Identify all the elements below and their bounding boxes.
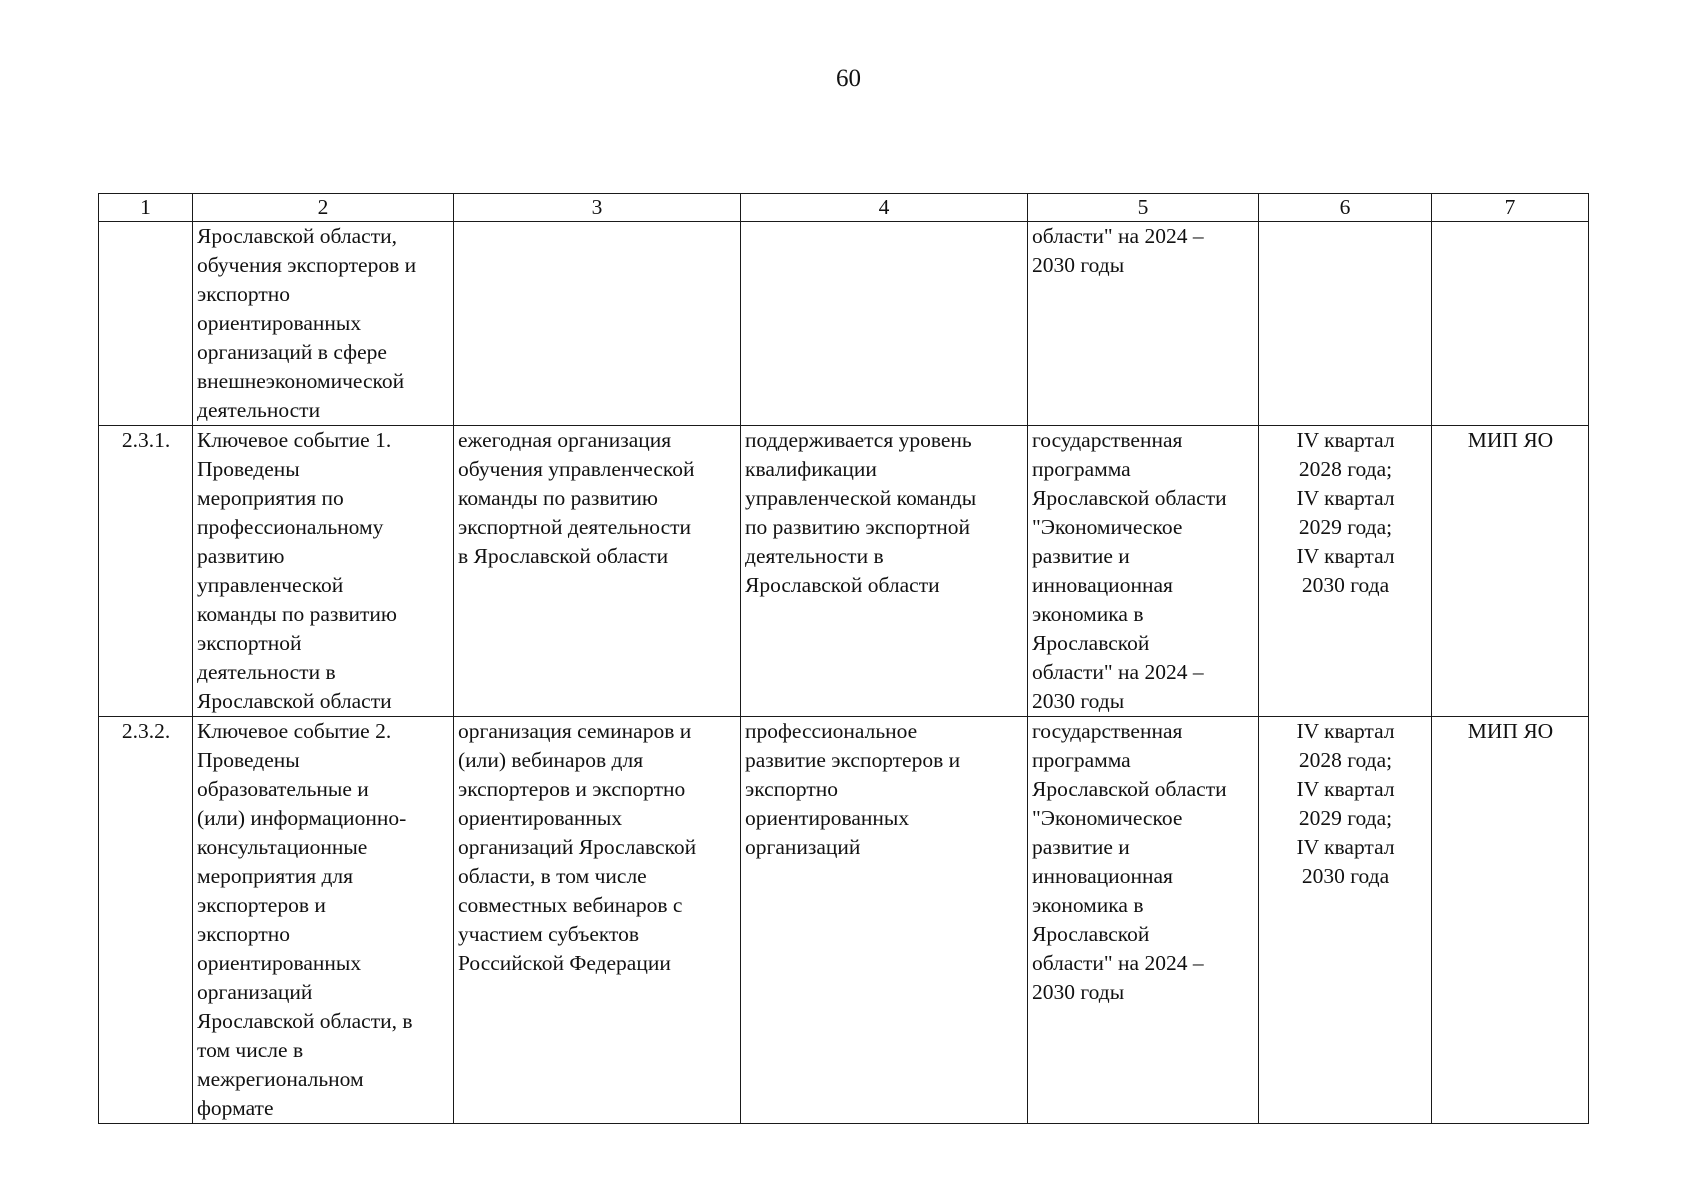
cell-line: Ярославской области, bbox=[197, 224, 397, 248]
cell-line: организаций bbox=[197, 980, 313, 1004]
cell-line: Ярославской bbox=[1032, 631, 1150, 655]
cell-deadline bbox=[1259, 426, 1432, 717]
cell-line: Российской Федерации bbox=[458, 951, 671, 975]
cell-line: области" на 2024 – bbox=[1032, 660, 1204, 684]
cell-line: IV квартал bbox=[1296, 777, 1395, 801]
cell-line: участием субъектов bbox=[458, 922, 640, 946]
cell-line: экономика в bbox=[1032, 893, 1144, 917]
table-row bbox=[99, 222, 1589, 426]
cell-line: 2029 года; bbox=[1298, 806, 1393, 830]
cell-line: организация семинаров и bbox=[458, 719, 692, 743]
cell-line: образовательные и bbox=[197, 777, 369, 801]
cell-line: развитию bbox=[197, 544, 285, 568]
cell-line: квалификации bbox=[745, 457, 877, 481]
cell-line: мероприятия для bbox=[197, 864, 354, 888]
cell-number bbox=[99, 222, 193, 426]
cell-line: области" на 2024 – bbox=[1032, 951, 1204, 975]
cell-line: экономика в bbox=[1032, 602, 1144, 626]
cell-responsible bbox=[1432, 426, 1589, 717]
cell-program bbox=[1028, 222, 1259, 426]
cell-line: ориентированных bbox=[197, 951, 362, 975]
cell-line: команды по развитию bbox=[458, 486, 658, 510]
cell-line: управленческой bbox=[197, 573, 344, 597]
cell-line: Ярославской bbox=[1032, 922, 1150, 946]
cell-line: 2030 годы bbox=[1032, 689, 1125, 713]
cell-line: развитие экспортеров и bbox=[745, 748, 961, 772]
cell-result bbox=[741, 717, 1028, 1124]
header-cell-1: 1 bbox=[99, 194, 193, 222]
cell-line: 2029 года; bbox=[1298, 515, 1393, 539]
cell-line: Ярославской области bbox=[1032, 486, 1227, 510]
cell-line: деятельности в bbox=[197, 660, 336, 684]
cell-number: 2.3.1. bbox=[99, 426, 193, 717]
cell-line: обучения экспортеров и bbox=[197, 253, 417, 277]
cell-line: программа bbox=[1032, 748, 1131, 772]
cell-line: развитие и bbox=[1032, 544, 1130, 568]
cell-number: 2.3.2. bbox=[99, 717, 193, 1124]
header-cell-7: 7 bbox=[1432, 194, 1589, 222]
cell-line: ежегодная организация bbox=[458, 428, 672, 452]
cell-result bbox=[741, 222, 1028, 426]
cell-line: Ярославской области bbox=[1032, 777, 1227, 801]
header-cell-3: 3 bbox=[454, 194, 741, 222]
cell-line: IV квартал bbox=[1296, 719, 1395, 743]
cell-line: Ярославской области bbox=[197, 689, 392, 713]
cell-line: государственная bbox=[1032, 719, 1183, 743]
cell-line: деятельности bbox=[197, 398, 321, 422]
cell-responsible bbox=[1432, 717, 1589, 1124]
cell-line: Проведены bbox=[197, 748, 300, 772]
cell-line: поддерживается уровень bbox=[745, 428, 972, 452]
cell-line: организаций bbox=[745, 835, 861, 859]
cell-line: организаций в сфере bbox=[197, 340, 387, 364]
page-number: 60 bbox=[836, 65, 861, 92]
cell-line: экспортно bbox=[745, 777, 839, 801]
cell-line: IV квартал bbox=[1296, 544, 1395, 568]
cell-line: Ярославской области bbox=[745, 573, 940, 597]
cell-line: 2030 года bbox=[1301, 573, 1390, 597]
cell-event bbox=[193, 222, 454, 426]
cell-line: области, в том числе bbox=[458, 864, 647, 888]
cell-line: экспортеров и bbox=[197, 893, 326, 917]
cell-line: (или) вебинаров для bbox=[458, 748, 644, 772]
cell-line: команды по развитию bbox=[197, 602, 397, 626]
cell-action bbox=[454, 426, 741, 717]
header-row bbox=[99, 194, 1589, 222]
header-cell-4: 4 bbox=[741, 194, 1028, 222]
cell-line: ориентированных bbox=[458, 806, 623, 830]
cell-line: Ключевое событие 1. bbox=[197, 428, 392, 452]
table-row bbox=[99, 426, 1589, 717]
cell-line: внешнеэкономической bbox=[197, 369, 405, 393]
cell-line: государственная bbox=[1032, 428, 1183, 452]
cell-line: профессиональному bbox=[197, 515, 384, 539]
cell-line: IV квартал bbox=[1296, 428, 1395, 452]
cell-line: 2028 года; bbox=[1298, 748, 1393, 772]
cell-line: мероприятия по bbox=[197, 486, 344, 510]
cell-line: Ключевое событие 2. bbox=[197, 719, 392, 743]
cell-line: межрегиональном bbox=[197, 1067, 364, 1091]
cell-line: инновационная bbox=[1032, 864, 1173, 888]
cell-line: экспортеров и экспортно bbox=[458, 777, 686, 801]
cell-deadline bbox=[1259, 717, 1432, 1124]
cell-event bbox=[193, 717, 454, 1124]
cell-line: 2028 года; bbox=[1298, 457, 1393, 481]
cell-line: экспортной bbox=[197, 631, 302, 655]
cell-line: 2030 годы bbox=[1032, 980, 1125, 1004]
cell-line: по развитию экспортной bbox=[745, 515, 970, 539]
header-cell-6: 6 bbox=[1259, 194, 1432, 222]
program-table bbox=[98, 193, 1589, 1124]
cell-line: инновационная bbox=[1032, 573, 1173, 597]
cell-line: ориентированных bbox=[745, 806, 910, 830]
cell-responsible bbox=[1432, 222, 1589, 426]
cell-line: профессиональное bbox=[745, 719, 918, 743]
cell-line: том числе в bbox=[197, 1038, 304, 1062]
cell-line: деятельности в bbox=[745, 544, 884, 568]
cell-program bbox=[1028, 426, 1259, 717]
cell-line: обучения управленческой bbox=[458, 457, 695, 481]
cell-line: совместных вебинаров с bbox=[458, 893, 683, 917]
cell-line: "Экономическое bbox=[1032, 515, 1183, 539]
cell-line: IV квартал bbox=[1296, 835, 1395, 859]
cell-action bbox=[454, 717, 741, 1124]
cell-line: экспортно bbox=[197, 282, 291, 306]
cell-action bbox=[454, 222, 741, 426]
cell-line: организаций Ярославской bbox=[458, 835, 697, 859]
header-cell-5: 5 bbox=[1028, 194, 1259, 222]
cell-event bbox=[193, 426, 454, 717]
cell-line: области" на 2024 – bbox=[1032, 224, 1204, 248]
cell-deadline bbox=[1259, 222, 1432, 426]
cell-line: управленческой команды bbox=[745, 486, 977, 510]
cell-line: ориентированных bbox=[197, 311, 362, 335]
cell-line: в Ярославской области bbox=[458, 544, 669, 568]
cell-program bbox=[1028, 717, 1259, 1124]
cell-line: Проведены bbox=[197, 457, 300, 481]
cell-line: МИП ЯО bbox=[1467, 428, 1554, 452]
cell-line: (или) информационно- bbox=[197, 806, 407, 830]
cell-line: 2030 года bbox=[1301, 864, 1390, 888]
table-row bbox=[99, 717, 1589, 1124]
cell-line: формате bbox=[197, 1096, 274, 1120]
cell-result bbox=[741, 426, 1028, 717]
cell-line: IV квартал bbox=[1296, 486, 1395, 510]
cell-line: "Экономическое bbox=[1032, 806, 1183, 830]
cell-line: экспортно bbox=[197, 922, 291, 946]
cell-line: программа bbox=[1032, 457, 1131, 481]
cell-line: развитие и bbox=[1032, 835, 1130, 859]
cell-line: 2030 годы bbox=[1032, 253, 1125, 277]
header-cell-2: 2 bbox=[193, 194, 454, 222]
cell-line: МИП ЯО bbox=[1467, 719, 1554, 743]
cell-line: Ярославской области, в bbox=[197, 1009, 413, 1033]
cell-line: экспортной деятельности bbox=[458, 515, 692, 539]
cell-line: консультационные bbox=[197, 835, 368, 859]
